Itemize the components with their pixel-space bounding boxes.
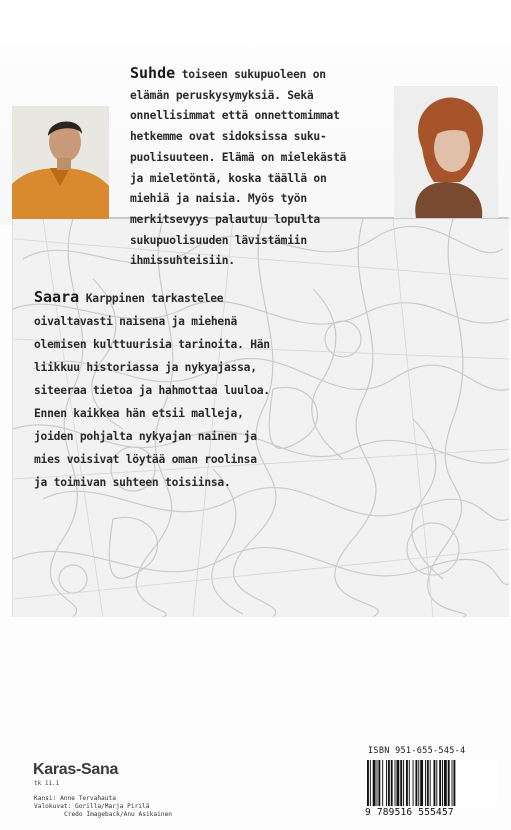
barcode-bar [395,760,396,806]
barcode-digits: 9 789516 555457 [365,807,454,818]
barcode-bar [420,760,423,806]
barcode-bar [452,760,453,806]
credit-line-cover: Kansi: Anne Tervahauta [34,795,116,802]
blurb-intro-line: onnellisimmat että onnettomimmat [130,109,340,123]
author-photo-woman [394,86,498,218]
blurb-intro-line: miehiä ja naisia. Myös työn [130,192,307,206]
blurb-intro-line: puolisuuteen. Elämä on mielekästä [130,150,347,164]
barcode-bar [367,760,369,806]
barcode-bar [415,760,417,806]
blurb-intro-line: hetkemme ovat sidoksissa suku- [130,130,327,144]
blurb-intro-first-line-rest: toiseen sukupuoleen on [181,68,326,81]
cover-credits [34,795,172,819]
barcode-bar [444,760,447,806]
barcode-bar [418,760,419,806]
blurb-intro-line: merkitsevyys palautuu lopulta [130,212,320,226]
barcode-bar [409,760,410,806]
blurb-author [34,286,364,494]
barcode-bar [430,760,431,806]
barcode-bar [382,760,383,806]
barcode-bar [391,760,393,806]
blurb-intro-line: ja mieletöntä, koska täällä on [130,171,327,185]
blurb-author-line: ja toimivan suhteen toisiinsa. [34,476,231,489]
barcode-bar [378,760,380,806]
barcode-bar [425,760,426,806]
barcode-bar [403,760,404,806]
blurb-author-line: siteeraa tietoa ja hahmottaa luuloa. [34,384,270,397]
barcode-bar [396,760,399,806]
blurb-author-lead-word: Saara [34,288,80,306]
product-code: tk 11.1 [34,780,60,787]
barcode-bar [439,760,441,806]
blurb-author-line: liikkuu historiassa ja nykyajassa, [34,361,257,374]
blurb-intro-line: sukupuolisuuden lävistämiin [130,233,307,247]
barcode-bar [442,760,443,806]
isbn-label: ISBN 951-655-545-4 [368,746,466,756]
blurb-intro-line: ihmissuhteisiin. [130,254,235,268]
barcode [365,760,497,806]
barcode-bar [373,760,376,806]
blurb-intro [130,63,390,272]
blurb-author-line: oivaltavasti naisena ja miehenä [34,315,238,328]
blurb-author-line: mies voisivat löytää oman roolinsa [34,453,257,466]
barcode-bar [386,760,387,806]
barcode-bar [413,760,414,806]
blurb-intro-lead-word: Suhde [130,64,176,82]
blurb-intro-line: elämän peruskysymyksiä. Sekä [130,88,314,102]
publisher-logo: Karas-Sana [33,761,119,778]
barcode-bar [448,760,450,806]
barcode-bar [436,760,437,806]
barcode-bar [453,760,455,806]
author-photo-man [12,106,109,219]
blurb-author-line: Ennen kaikkea hän etsii malleja, [34,407,244,420]
credit-line-photos-2: Credo Imageback/Anu Asikainen [64,811,173,818]
barcode-bar [370,760,371,806]
blurb-intro-first-line [130,63,390,86]
barcode-bar [427,760,429,806]
barcode-bar [434,760,436,806]
blurb-author-first-line-rest: Karppinen tarkastelee [85,292,224,305]
blurb-author-line: olemisen kulttuurisia tarinoita. Hän [34,338,270,351]
blurb-author-line: joiden pohjalta nykyajan nainen ja [34,430,257,443]
barcode-bar [400,760,402,806]
barcode-bar [377,760,378,806]
barcode-bar [406,760,408,806]
blurb-author-first-line [34,286,364,310]
credit-line-photos: Valokuvat: Gorilla/Marja Pirilä [34,803,150,810]
barcode-bar [388,760,390,806]
